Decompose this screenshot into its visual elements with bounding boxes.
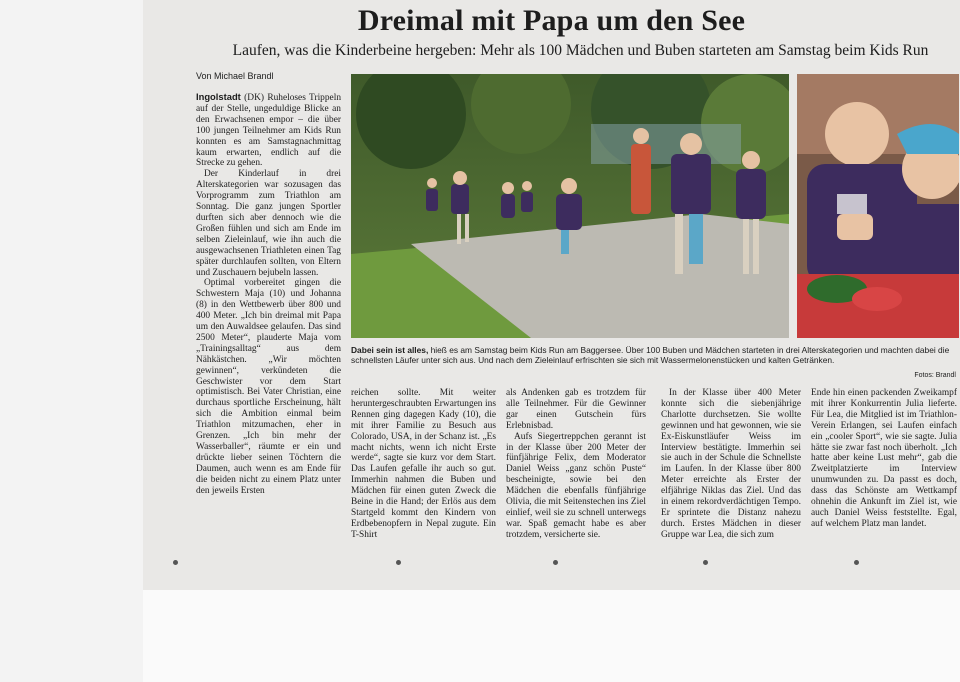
article-column-4 [661, 388, 801, 541]
headline: Dreimal mit Papa um den See [357, 4, 746, 37]
scan-dot [553, 560, 558, 565]
caption-lead: Dabei sein ist alles, [351, 345, 429, 355]
scan-margin-bottom [143, 590, 960, 682]
article-column-1 [196, 92, 341, 497]
scan-dot [703, 560, 708, 565]
column-1-paragraph-1: (DK) Ruheloses Trippeln auf der Stelle, ungeduldige Blicke an den Erwachsenen empor – die über 100 jungen Teilnehmer am Kids Run konnten es am Samstagnachmittag kaum erwarten, endlich auf die Strecke zu gehen. [196, 93, 342, 169]
article-column-3 [506, 388, 646, 541]
scan-dot [854, 560, 859, 565]
photo-running-illustration [351, 74, 789, 338]
column-1-paragraph-3: Optimal vorbereitet gingen die Schwestern Maja (10) und Johanna (8) in den Wettbewerb über 800 und 400 Meter. „Ich bin dreimal mit Papa um den Auwaldsee gelaufen. Das sind 2500 Meter“, plauderte Maja vom „Trainingsalltag“ aus dem Nähkästchen. „Wir möchten gewinnen“, verkündeten die Geschwister vor dem Start optimistisch. Bei Vater Christian, eine durchaus sportliche Erscheinung, hält sich die Ambition einmal beim Triathlon mitzumachen, eher in Grenzen. „Ich bin mehr der Wasserballer“, räumte er ein und drückte lieber seinen Töchtern die Daumen, auch wenn es am Ende für die beiden nicht zu einem Platz unter den jeweils Ersten [196, 278, 341, 496]
photo-children-watermelon [797, 74, 959, 338]
article-column-5 [811, 388, 957, 530]
scan-margin-left [0, 0, 143, 682]
column-3-paragraph-2: Aufs Siegertreppchen gerannt ist in der Klasse über 200 Meter der fünfjährige Felix, dem Moderator Daniel Weiss „ganz schön Puste“ bescheinigte, sowie bei den Mädchen die ebenfalls fünfjährige Olivia, die mit Seitenstechen ins Ziel einlief, weil sie zu schnell unterwegs war. Spaß gemacht habe es aber trotzdem, versicherte sie. [506, 431, 646, 540]
photo-children-running [351, 74, 789, 338]
column-3-paragraph-1: als Andenken gab es trotzdem für alle Teilnehmer. Für die Gewinner gar einen Gutschein fürs Erlebnisbad. [506, 388, 646, 431]
caption-text: hieß es am Samstag beim Kids Run am Baggersee. Über 100 Buben und Mädchen starteten in drei Alterskategorien und machten dabei die schnellsten Läufer unter sich aus. Und nach dem Zieleinlauf erfrischten sie sich mit Wassermelonenstücken und kalten Getränken. [351, 345, 950, 366]
article-column-2 [351, 388, 496, 541]
column-2-text: reichen sollte. Mit weiter heruntergeschraubten Erwartungen ins Rennen ging dagegen Kady (10), die mit ihrer Familie zu Besuch aus Colorado, USA, in der Schanz ist. „Es macht nichts, wenn ich nicht Erste werde“, sagte sie kurz vor dem Start. Das Laufen gefalle ihr auch so gut. Immerhin nahmen die Buben und Mädchen für einen guten Zweck die Beine in die Hand; der Erlös aus dem Startgeld kommt den Kindern von Erdbebenopfern in Nepal zugute. Ein T-Shirt [351, 388, 496, 540]
dateline: Ingolstadt [196, 91, 241, 102]
column-4-paragraph-1: In der Klasse über 400 Meter konnte sich die siebenjährige Charlotte durchsetzen. Sie wollte gewinnen und hat gewonnen, wie sie Ex-Eiskunstläufer Weiss im Interview bestätigte. Immerhin sei sie auch in der Schule die Schnellste im Laufen. In der Klasse über 800 Meter erreichte als Erster der elfjährige Niklas das Ziel. Und das in einem rekordverdächtigen Tempo. Er sprintete die Distanz nahezu durch. Erstes Mädchen in dieser Gruppe war Lea, die sich zum [661, 388, 801, 540]
column-1-paragraph-2: Der Kinderlauf in drei Alterskategorien war sozusagen das Vorprogramm zum Triathlon am Sonntag. Die ganz jungen Sportler durften sich aber dennoch wie die Großen fühlen und sich am Ende im selben Zieleinlauf, wie ihn auch die ausgewachsenen Triathleten einen Tag später durchlaufen sollten, von Eltern und Zuschauern bejubeln lassen. [196, 169, 341, 278]
scan-dot [396, 560, 401, 565]
newspaper-clipping [143, 0, 960, 590]
photo-caption [351, 345, 959, 365]
subheadline: Laufen, was die Kinderbeine hergeben: Mehr als 100 Mädchen und Buben starteten am Samstag beim Kids Run [232, 42, 929, 59]
photo-watermelon-illustration [797, 74, 959, 338]
author-byline: Von Michael Brandl [196, 71, 274, 81]
scan-dot [173, 560, 178, 565]
column-5-paragraph-1: Ende hin einen packenden Zweikampf mit ihrer Konkurrentin Julia lieferte. Für Lea, die Mitglied ist im Triathlon-Verein Erlangen, sei Laufen einfach ein „cooler Sport“, wie sie sagte. Julia hätte sie zwar fast noch überholt. „Ich hatte aber keine Lust mehr“, gab die Zweitplatzierte im Interview unumwunden zu. Da passt es doch, dass das Schönste am Wettkampf ohnehin die Ankunft im Ziel ist, wie auch Daniel Weiss feststellte. Egal, auf welchem Platz man landet. [811, 388, 957, 529]
photo-credit: Fotos: Brandl [914, 372, 956, 379]
